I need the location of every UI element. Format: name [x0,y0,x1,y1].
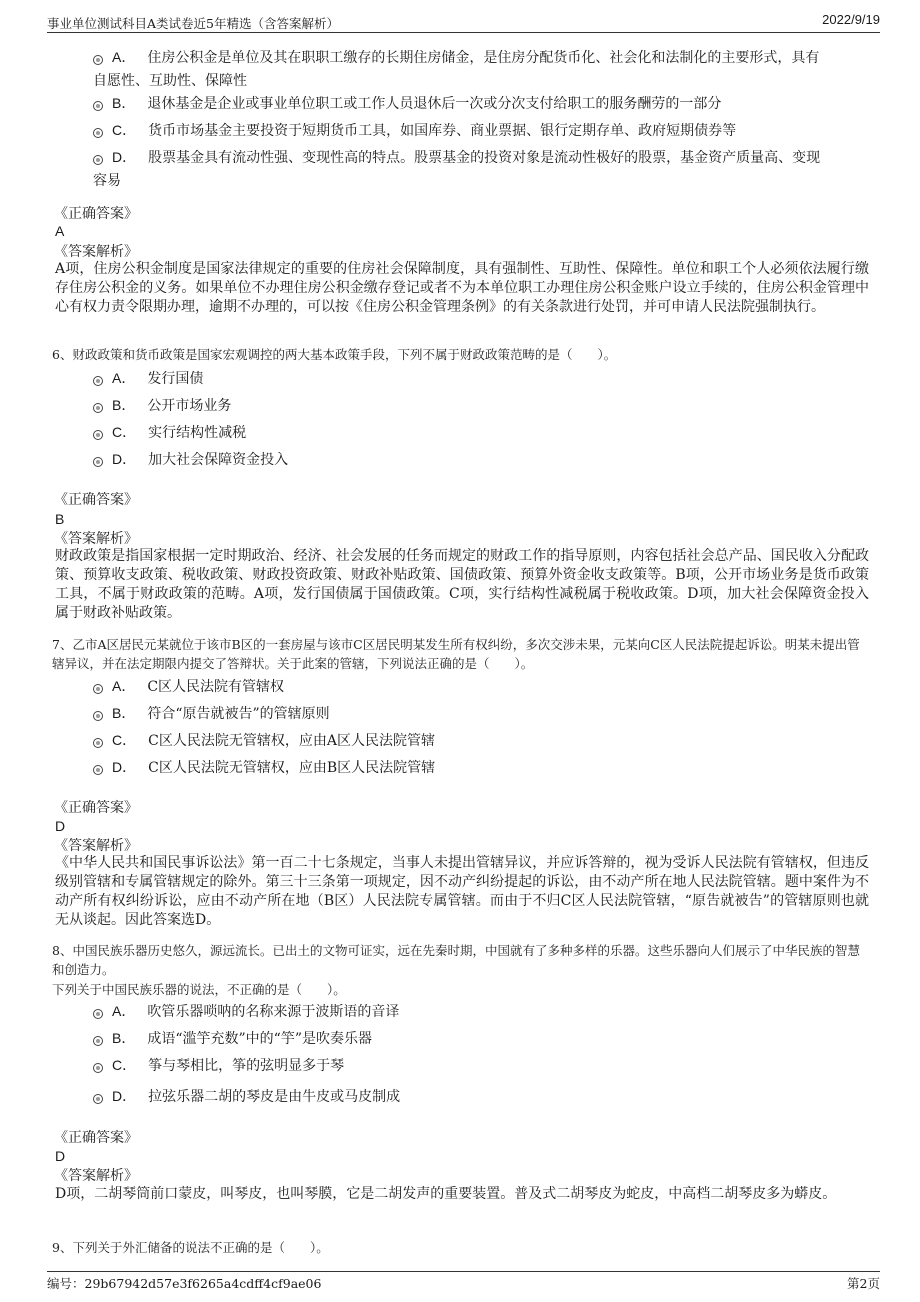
q5-option-b[interactable]: B． 退休基金是企业或事业单位职工或工作人员退休后一次或分次支付给职工的服务酬劳的一部分 [93,92,863,116]
q8-question-2: 下列关于中国民族乐器的说法，不正确的是（ ）。 [52,982,346,997]
q5-analysis: A项，住房公积金制度是国家法律规定的重要的住房社会保障制度，具有强制性、互助性、保障性。单位和职工个人必须依法履行缴存住房公积金的义务。如果单位不办理住房公积金缴存登记或者不为本单位职工办理住房公积金账户设立手续的，住房公积金管理中心有权力责令限期办理，逾期不办理的，可以按《住房公积金管理条例》的有关条款进行处罚，并可申请人民法院强制执行。 [55,261,869,315]
q7-option-d[interactable]: D． C区人民法院无管辖权，应由B区人民法院管辖 [93,756,863,780]
radio-icon[interactable] [93,457,103,467]
header-date: 2022/9/19 [822,12,880,27]
q7-answer-label: 《正确答案》 [54,800,138,816]
q8-answer-label: 《正确答案》 [54,1130,138,1146]
q8-analysis: D项，二胡琴筒前口蒙皮，叫琴皮，也叫琴膜，它是二胡发声的重要装置。普及式二胡琴皮为蛇皮，中高档二胡琴皮多为蟒皮。 [55,1186,837,1202]
q7-option-b[interactable]: B． 符合“原告就被告”的管辖原则 [93,702,863,726]
radio-icon[interactable] [93,738,103,748]
document-title: 事业单位测试科目A类试卷近5年精选（含答案解析） [47,16,339,31]
radio-icon[interactable] [93,101,103,111]
q9-question: 9、下列关于外汇储备的说法不正确的是（ ）。 [52,1240,329,1255]
radio-icon[interactable] [93,1094,103,1104]
q5-option-c[interactable]: C． 货币市场基金主要投资于短期货币工具，如国库券、商业票据、银行定期存单、政府短期债券等 [93,119,863,143]
radio-icon[interactable] [93,711,103,721]
radio-icon[interactable] [93,55,103,65]
q7-question: 7、乙市A区居民元某就位于该市B区的一套房屋与该市C区居民明某发生所有权纠纷，多次交涉未果，元某向C区人民法院提起诉讼。明某未提出管辖异议，并在法定期限内提交了答辩状。关于此案的管辖，下列说法正确的是（ ）。 [52,637,860,671]
page-number: 第2页 [847,1276,880,1291]
q8-analysis-label: 《答案解析》 [54,1168,138,1184]
q6-answer: B [55,511,65,527]
q5-option-a[interactable]: A． 住房公积金是单位及其在职职工缴存的长期住房储金，是住房分配货币化、社会化和法制化的主要形式，具有 自愿性、互助性、保障性 [93,49,820,89]
q7-answer: D [55,818,66,834]
q8-option-c[interactable]: C． 筝与琴相比，筝的弦明显多于琴 [93,1054,863,1078]
q6-option-d[interactable]: D． 加大社会保障资金投入 [93,448,863,472]
q6-option-a[interactable]: A． 发行国债 [93,367,863,391]
q8-option-a[interactable]: A． 吹管乐器唢呐的名称来源于波斯语的音译 [93,1000,863,1024]
q6-option-b[interactable]: B． 公开市场业务 [93,394,863,418]
q7-analysis: 《中华人民共和国民事诉讼法》第一百二十七条规定，当事人未提出管辖异议，并应诉答辩的，视为受诉人民法院有管辖权，但违反级别管辖和专属管辖规定的除外。第三十三条第一项规定，因不动产纠纷提起的诉讼，由不动产所在地人民法院管辖。题中案件为不动产所有权纠纷诉讼，应由不动产所在地（B区）人民法院专属管辖。而由于不归C区人民法院管辖，“原告就被告”的管辖原则也就无从谈起。因此答案选D。 [55,855,869,928]
q5-answer: A [55,223,65,239]
q5-answer-label: 《正确答案》 [54,206,138,222]
q7-analysis-label: 《答案解析》 [54,838,138,854]
q7-option-c[interactable]: C． C区人民法院无管辖权，应由A区人民法院管辖 [93,729,863,753]
document-code: 编号：29b67942d57e3f6265a4cdff4cf9ae06 [47,1276,322,1291]
q8-question: 8、中国民族乐器历史悠久，源远流长。已出土的文物可证实，远在先秦时期，中国就有了多种多样的乐器。这些乐器向人们展示了中华民族的智慧和创造力。 [52,943,860,977]
radio-icon[interactable] [93,403,103,413]
radio-icon[interactable] [93,1036,103,1046]
q6-question: 6、财政政策和货币政策是国家宏观调控的两大基本政策手段，下列不属于财政政策范畴的是（ ）。 [52,347,617,362]
q6-analysis-label: 《答案解析》 [54,531,138,547]
q8-option-d[interactable]: D． 拉弦乐器二胡的琴皮是由牛皮或马皮制成 [93,1085,863,1109]
radio-icon[interactable] [93,765,103,775]
q5-option-d[interactable]: D． 股票基金具有流动性强、变现性高的特点。股票基金的投资对象是流动性极好的股票，基金资产质量高、变现 容易 [93,149,821,189]
radio-icon[interactable] [93,155,103,165]
radio-icon[interactable] [93,430,103,440]
q6-option-c[interactable]: C． 实行结构性减税 [93,421,863,445]
q7-option-a[interactable]: A． C区人民法院有管辖权 [93,675,863,699]
radio-icon[interactable] [93,376,103,386]
page-footer [47,1271,880,1292]
radio-icon[interactable] [93,1009,103,1019]
q6-analysis: 财政政策是指国家根据一定时期政治、经济、社会发展的任务而规定的财政工作的指导原则，内容包括社会总产品、国民收入分配政策、预算收支政策、税收政策、财政投资政策、财政补贴政策、国债政策、预算外资金收支政策等。B项，公开市场业务是货币政策工具，不属于财政政策的范畴。A项，发行国债属于国债政策。C项，实行结构性减税属于税收政策。D项，加大社会保障资金投入属于财政补贴政策。 [55,548,869,621]
radio-icon[interactable] [93,1063,103,1073]
radio-icon[interactable] [93,128,103,138]
q6-answer-label: 《正确答案》 [54,492,138,508]
radio-icon[interactable] [93,684,103,694]
q8-answer: D [55,1148,66,1164]
page-header [47,12,880,33]
q8-option-b[interactable]: B． 成语“滥竽充数”中的“竽”是吹奏乐器 [93,1027,863,1051]
q5-analysis-label: 《答案解析》 [54,244,138,260]
